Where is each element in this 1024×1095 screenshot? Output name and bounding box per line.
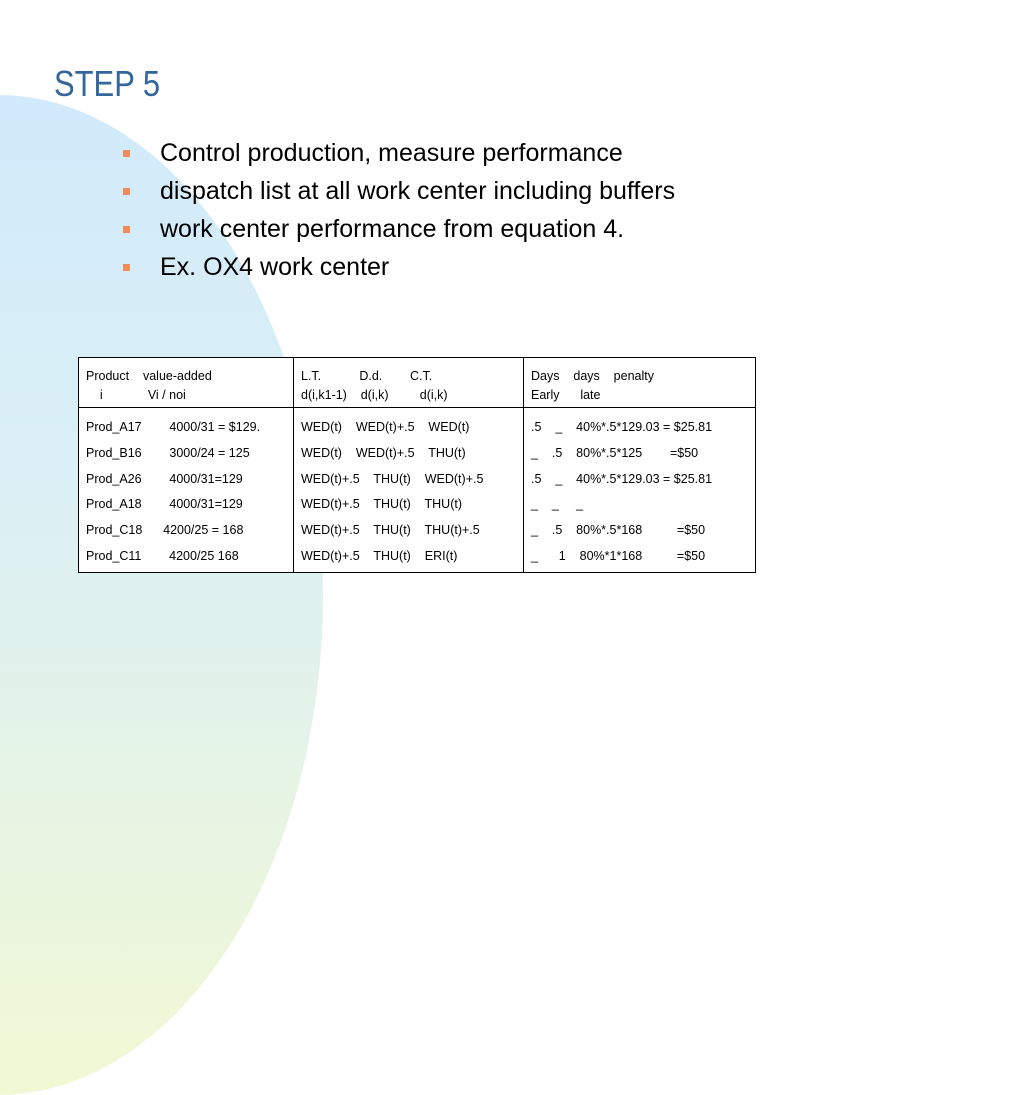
slide-title: STEP 5 — [54, 63, 161, 104]
square-bullet-icon — [123, 226, 130, 233]
square-bullet-icon — [123, 188, 130, 195]
bullet-text: Ex. OX4 work center — [160, 253, 390, 281]
header-times: L.T. D.d. C.T. d(i,k1-1) d(i,k) d(i,k) — [294, 358, 524, 408]
bullet-text: Control production, measure performance — [160, 139, 623, 167]
bullet-item — [122, 214, 702, 244]
bullet-item — [122, 252, 702, 282]
bullet-text: work center performance from equation 4. — [160, 215, 625, 243]
table-header-row — [79, 358, 756, 408]
square-bullet-icon — [123, 150, 130, 157]
work-center-table — [78, 357, 756, 573]
square-bullet-icon — [123, 264, 130, 271]
bullet-list — [122, 138, 702, 290]
penalty-cell: .5 _ 40%*.5*129.03 = $25.81 _ .5 80%*.5*125 =$50 .5 _ 40%*.5*129.03 = $25.81 _ _ _ _ .5 80%*.5*168 =$50 _ 1 80%*1*168 =$50 — [524, 408, 756, 573]
header-product: Product value-added i Vi / noi — [79, 358, 294, 408]
times-cell: WED(t) WED(t)+.5 WED(t) WED(t) WED(t)+.5 THU(t) WED(t)+.5 THU(t) WED(t)+.5 WED(t)+.5 THU(t) THU(t) WED(t)+.5 THU(t) THU(t)+.5 WED(t)+.5 THU(t) ERI(t) — [294, 408, 524, 573]
products-cell: Prod_A17 4000/31 = $129. Prod_B16 3000/24 = 125 Prod_A26 4000/31=129 Prod_A18 4000/31=129 Prod_C18 4200/25 = 168 Prod_C11 4200/25 168 — [79, 408, 294, 573]
header-penalty: Days days penalty Early late — [524, 358, 756, 408]
bullet-item — [122, 138, 702, 168]
table-row — [79, 408, 756, 573]
bullet-text: dispatch list at all work center including buffers — [160, 177, 676, 205]
bullet-item — [122, 176, 702, 206]
